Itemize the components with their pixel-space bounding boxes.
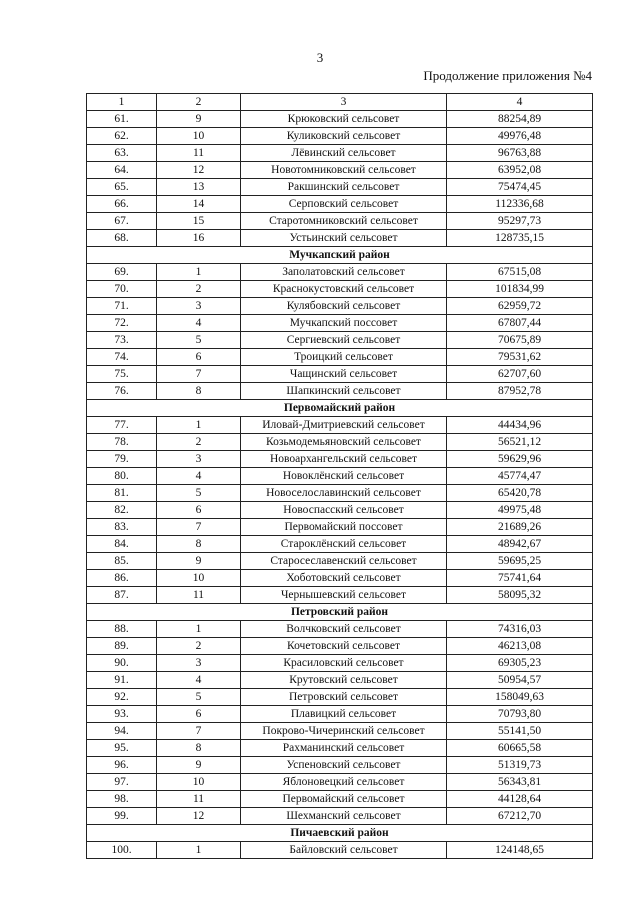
row-index: 8 [157, 536, 241, 553]
table-row [87, 179, 593, 196]
district-row [87, 825, 593, 842]
settlement-name: Сергиевский сельсовет [241, 332, 447, 349]
settlement-name: Куликовский сельсовет [241, 128, 447, 145]
row-index: 12 [157, 162, 241, 179]
settlement-name: Троицкий сельсовет [241, 349, 447, 366]
settlement-name: Чернышевский сельсовет [241, 587, 447, 604]
row-number: 65. [87, 179, 157, 196]
row-number: 87. [87, 587, 157, 604]
table-row [87, 196, 593, 213]
amount-value: 59695,25 [447, 553, 593, 570]
table-row [87, 230, 593, 247]
table-row [87, 706, 593, 723]
row-index: 4 [157, 672, 241, 689]
settlement-name: Старосеславенский сельсовет [241, 553, 447, 570]
row-number: 80. [87, 468, 157, 485]
row-number: 89. [87, 638, 157, 655]
table-row [87, 383, 593, 400]
table-row [87, 128, 593, 145]
settlement-name: Байловский сельсовет [241, 842, 447, 859]
row-number: 78. [87, 434, 157, 451]
row-number: 95. [87, 740, 157, 757]
header-col-2: 2 [157, 94, 241, 111]
row-index: 1 [157, 621, 241, 638]
row-index: 9 [157, 111, 241, 128]
table-header-row [87, 94, 593, 111]
row-number: 63. [87, 145, 157, 162]
amount-value: 70793,80 [447, 706, 593, 723]
district-name: Мучкапский район [87, 247, 593, 264]
district-row [87, 604, 593, 621]
amount-value: 45774,47 [447, 468, 593, 485]
settlement-name: Новоклёнский сельсовет [241, 468, 447, 485]
amount-value: 101834,99 [447, 281, 593, 298]
amount-value: 67807,44 [447, 315, 593, 332]
row-number: 94. [87, 723, 157, 740]
row-number: 86. [87, 570, 157, 587]
amount-value: 95297,73 [447, 213, 593, 230]
row-index: 9 [157, 757, 241, 774]
table-row [87, 621, 593, 638]
row-number: 98. [87, 791, 157, 808]
amount-value: 70675,89 [447, 332, 593, 349]
table-row [87, 434, 593, 451]
row-index: 6 [157, 502, 241, 519]
row-index: 11 [157, 587, 241, 604]
row-number: 74. [87, 349, 157, 366]
settlement-name: Козьмодемьяновский сельсовет [241, 434, 447, 451]
settlement-name: Новоселославинский сельсовет [241, 485, 447, 502]
settlement-name: Плавицкий сельсовет [241, 706, 447, 723]
settlement-name: Волчковский сельсовет [241, 621, 447, 638]
row-index: 7 [157, 723, 241, 740]
settlement-name: Петровский сельсовет [241, 689, 447, 706]
row-index: 10 [157, 774, 241, 791]
table-row [87, 485, 593, 502]
settlement-name: Новоспасский сельсовет [241, 502, 447, 519]
settlement-name: Чащинский сельсовет [241, 366, 447, 383]
amount-value: 158049,63 [447, 689, 593, 706]
row-index: 14 [157, 196, 241, 213]
settlement-name: Красиловский сельсовет [241, 655, 447, 672]
table-row [87, 111, 593, 128]
row-number: 76. [87, 383, 157, 400]
district-name: Первомайский район [87, 400, 593, 417]
amount-value: 55141,50 [447, 723, 593, 740]
amount-value: 21689,26 [447, 519, 593, 536]
row-index: 4 [157, 315, 241, 332]
row-number: 64. [87, 162, 157, 179]
amount-value: 60665,58 [447, 740, 593, 757]
settlement-name: Новоархангельский сельсовет [241, 451, 447, 468]
settlement-name: Яблоновецкий сельсовет [241, 774, 447, 791]
settlement-name: Рахманинский сельсовет [241, 740, 447, 757]
amount-value: 96763,88 [447, 145, 593, 162]
row-number: 66. [87, 196, 157, 213]
row-index: 11 [157, 145, 241, 162]
amount-value: 112336,68 [447, 196, 593, 213]
table-row [87, 723, 593, 740]
row-index: 16 [157, 230, 241, 247]
table-row [87, 162, 593, 179]
amount-value: 48942,67 [447, 536, 593, 553]
amount-value: 51319,73 [447, 757, 593, 774]
settlement-name: Первомайский сельсовет [241, 791, 447, 808]
settlement-name: Крутовский сельсовет [241, 672, 447, 689]
table-row [87, 366, 593, 383]
table-row [87, 145, 593, 162]
row-index: 8 [157, 740, 241, 757]
table-row [87, 417, 593, 434]
amount-value: 46213,08 [447, 638, 593, 655]
amount-value: 63952,08 [447, 162, 593, 179]
table-row [87, 468, 593, 485]
settlement-name: Успеновский сельсовет [241, 757, 447, 774]
table-row [87, 757, 593, 774]
settlement-name: Мучкапский поссовет [241, 315, 447, 332]
table-body [87, 94, 593, 859]
row-index: 4 [157, 468, 241, 485]
amount-value: 75741,64 [447, 570, 593, 587]
amount-value: 88254,89 [447, 111, 593, 128]
table-row [87, 281, 593, 298]
row-index: 13 [157, 179, 241, 196]
table-row [87, 298, 593, 315]
row-number: 75. [87, 366, 157, 383]
row-number: 85. [87, 553, 157, 570]
table-row [87, 264, 593, 281]
table-row [87, 791, 593, 808]
table-row [87, 638, 593, 655]
district-row [87, 400, 593, 417]
amount-value: 58095,32 [447, 587, 593, 604]
settlement-name: Кочетовский сельсовет [241, 638, 447, 655]
table-row [87, 553, 593, 570]
amount-value: 49975,48 [447, 502, 593, 519]
row-index: 3 [157, 298, 241, 315]
row-index: 12 [157, 808, 241, 825]
district-name: Петровский район [87, 604, 593, 621]
settlement-name: Староклёнский сельсовет [241, 536, 447, 553]
row-number: 91. [87, 672, 157, 689]
row-index: 8 [157, 383, 241, 400]
row-index: 3 [157, 655, 241, 672]
settlement-name: Хоботовский сельсовет [241, 570, 447, 587]
amount-value: 67515,08 [447, 264, 593, 281]
amount-value: 59629,96 [447, 451, 593, 468]
table-row [87, 536, 593, 553]
table-row [87, 315, 593, 332]
row-index: 1 [157, 264, 241, 281]
settlement-name: Новотомниковский сельсовет [241, 162, 447, 179]
amount-value: 79531,62 [447, 349, 593, 366]
table-row [87, 808, 593, 825]
settlement-name: Кулябовский сельсовет [241, 298, 447, 315]
amount-value: 44128,64 [447, 791, 593, 808]
settlement-name: Первомайский поссовет [241, 519, 447, 536]
amount-value: 87952,78 [447, 383, 593, 400]
table-row [87, 349, 593, 366]
table-row [87, 689, 593, 706]
table-row [87, 451, 593, 468]
table-row [87, 672, 593, 689]
row-number: 90. [87, 655, 157, 672]
row-number: 67. [87, 213, 157, 230]
amount-value: 56521,12 [447, 434, 593, 451]
table-row [87, 842, 593, 859]
table-row [87, 655, 593, 672]
row-number: 73. [87, 332, 157, 349]
row-index: 6 [157, 706, 241, 723]
row-number: 99. [87, 808, 157, 825]
row-number: 96. [87, 757, 157, 774]
settlement-name: Лёвинский сельсовет [241, 145, 447, 162]
amount-value: 50954,57 [447, 672, 593, 689]
district-name: Пичаевский район [87, 825, 593, 842]
row-number: 92. [87, 689, 157, 706]
row-number: 62. [87, 128, 157, 145]
row-number: 100. [87, 842, 157, 859]
table-row [87, 570, 593, 587]
table-row [87, 774, 593, 791]
amount-value: 128735,15 [447, 230, 593, 247]
amount-value: 67212,70 [447, 808, 593, 825]
settlement-name: Краснокустовский сельсовет [241, 281, 447, 298]
row-number: 88. [87, 621, 157, 638]
amount-value: 69305,23 [447, 655, 593, 672]
amount-value: 124148,65 [447, 842, 593, 859]
row-number: 71. [87, 298, 157, 315]
table-row [87, 332, 593, 349]
row-index: 1 [157, 842, 241, 859]
row-number: 82. [87, 502, 157, 519]
row-index: 10 [157, 128, 241, 145]
row-index: 1 [157, 417, 241, 434]
amount-value: 56343,81 [447, 774, 593, 791]
amount-value: 62707,60 [447, 366, 593, 383]
row-index: 6 [157, 349, 241, 366]
header-col-3: 3 [241, 94, 447, 111]
settlement-name: Крюковский сельсовет [241, 111, 447, 128]
row-number: 61. [87, 111, 157, 128]
row-index: 5 [157, 332, 241, 349]
row-number: 72. [87, 315, 157, 332]
row-number: 81. [87, 485, 157, 502]
row-number: 68. [87, 230, 157, 247]
row-index: 2 [157, 638, 241, 655]
row-index: 11 [157, 791, 241, 808]
row-index: 3 [157, 451, 241, 468]
settlement-name: Покрово-Чичеринский сельсовет [241, 723, 447, 740]
row-index: 15 [157, 213, 241, 230]
settlement-name: Шехманский сельсовет [241, 808, 447, 825]
row-number: 79. [87, 451, 157, 468]
row-number: 97. [87, 774, 157, 791]
table-row [87, 502, 593, 519]
row-index: 9 [157, 553, 241, 570]
table-row [87, 587, 593, 604]
header-col-1: 1 [87, 94, 157, 111]
amount-value: 49976,48 [447, 128, 593, 145]
table-row [87, 519, 593, 536]
row-index: 5 [157, 485, 241, 502]
continuation-title: Продолжение приложения №4 [423, 68, 592, 83]
settlement-name: Шапкинский сельсовет [241, 383, 447, 400]
settlement-name: Устьинский сельсовет [241, 230, 447, 247]
row-number: 70. [87, 281, 157, 298]
row-index: 5 [157, 689, 241, 706]
district-row [87, 247, 593, 264]
row-index: 10 [157, 570, 241, 587]
amount-value: 65420,78 [447, 485, 593, 502]
header-col-4: 4 [447, 94, 593, 111]
page-number: 3 [316, 50, 324, 65]
row-number: 93. [87, 706, 157, 723]
table-row [87, 213, 593, 230]
row-number: 77. [87, 417, 157, 434]
row-number: 69. [87, 264, 157, 281]
row-number: 83. [87, 519, 157, 536]
table-row [87, 740, 593, 757]
row-index: 7 [157, 366, 241, 383]
amount-value: 62959,72 [447, 298, 593, 315]
amount-value: 44434,96 [447, 417, 593, 434]
row-index: 2 [157, 281, 241, 298]
amount-value: 74316,03 [447, 621, 593, 638]
row-index: 2 [157, 434, 241, 451]
settlement-name: Серповский сельсовет [241, 196, 447, 213]
settlement-name: Заполатовский сельсовет [241, 264, 447, 281]
settlement-name: Иловай-Дмитриевский сельсовет [241, 417, 447, 434]
settlement-name: Старотомниковский сельсовет [241, 213, 447, 230]
row-index: 7 [157, 519, 241, 536]
row-number: 84. [87, 536, 157, 553]
allocation-table [86, 93, 593, 859]
amount-value: 75474,45 [447, 179, 593, 196]
settlement-name: Ракшинский сельсовет [241, 179, 447, 196]
